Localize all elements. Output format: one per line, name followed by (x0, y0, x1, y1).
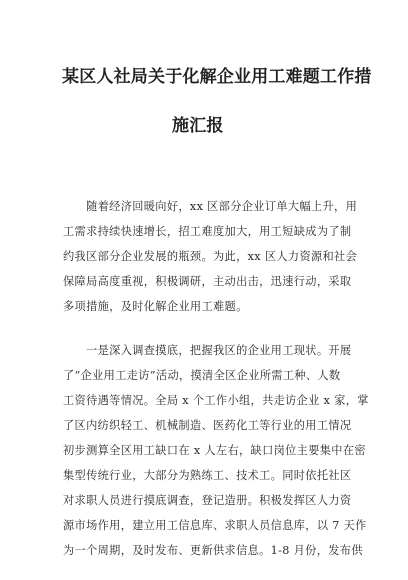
paragraph-1-line: 约我区部分企业发展的瓶颈。为此，xx 区人力资源和社会 (63, 250, 358, 263)
paragraph-2-line: 为一个周期，及时发布、更新供求信息。1-8 月份，发布供 (63, 544, 363, 557)
paragraph-1-line: 工需求持续快速增长，招工难度加大，用工短缺成为了制 (63, 225, 352, 238)
paragraph-2-line: 源市场作用，建立用工信息库、求职人员信息库，以 7 天作 (63, 519, 367, 532)
paragraph-2-line: 一是深入调查摸底，把握我区的企业用工现状。开展 (63, 344, 352, 357)
paragraph-2-line: 了“企业用工走访”活动，摸清全区企业所需工种、人数 (63, 369, 341, 382)
paragraph-2-line: 对求职人员进行摸底调查，登记造册。积极发挥区人力资 (63, 494, 352, 507)
paragraph-1-line: 保障局高度重视，积极调研，主动出击，迅速行动，采取 (63, 275, 352, 288)
document-title-line-2: 施汇报 (172, 116, 224, 136)
paragraph-2-line: 初步测算全区用工缺口在 x 人左右，缺口岗位主要集中在密 (63, 444, 366, 457)
paragraph-1-line: 多项措施，及时化解企业用工难题。 (63, 300, 248, 313)
paragraph-2-line: 集型传统行业，大部分为熟练工、技术工。同时依托社区 (63, 469, 352, 482)
paragraph-2-line: 工资待遇等情况。全局 x 个工作小组，共走访企业 x 家，掌 (63, 394, 369, 407)
document-title-line-1: 某区人社局关于化解企业用工难题工作措 (62, 67, 372, 87)
paragraph-2-line: 了区内纺织轻工、机械制造、医药化工等行业的用工情况 (63, 419, 352, 432)
paragraph-1-line: 随着经济回暖向好，xx 区部分企业订单大幅上升，用 (63, 200, 358, 213)
